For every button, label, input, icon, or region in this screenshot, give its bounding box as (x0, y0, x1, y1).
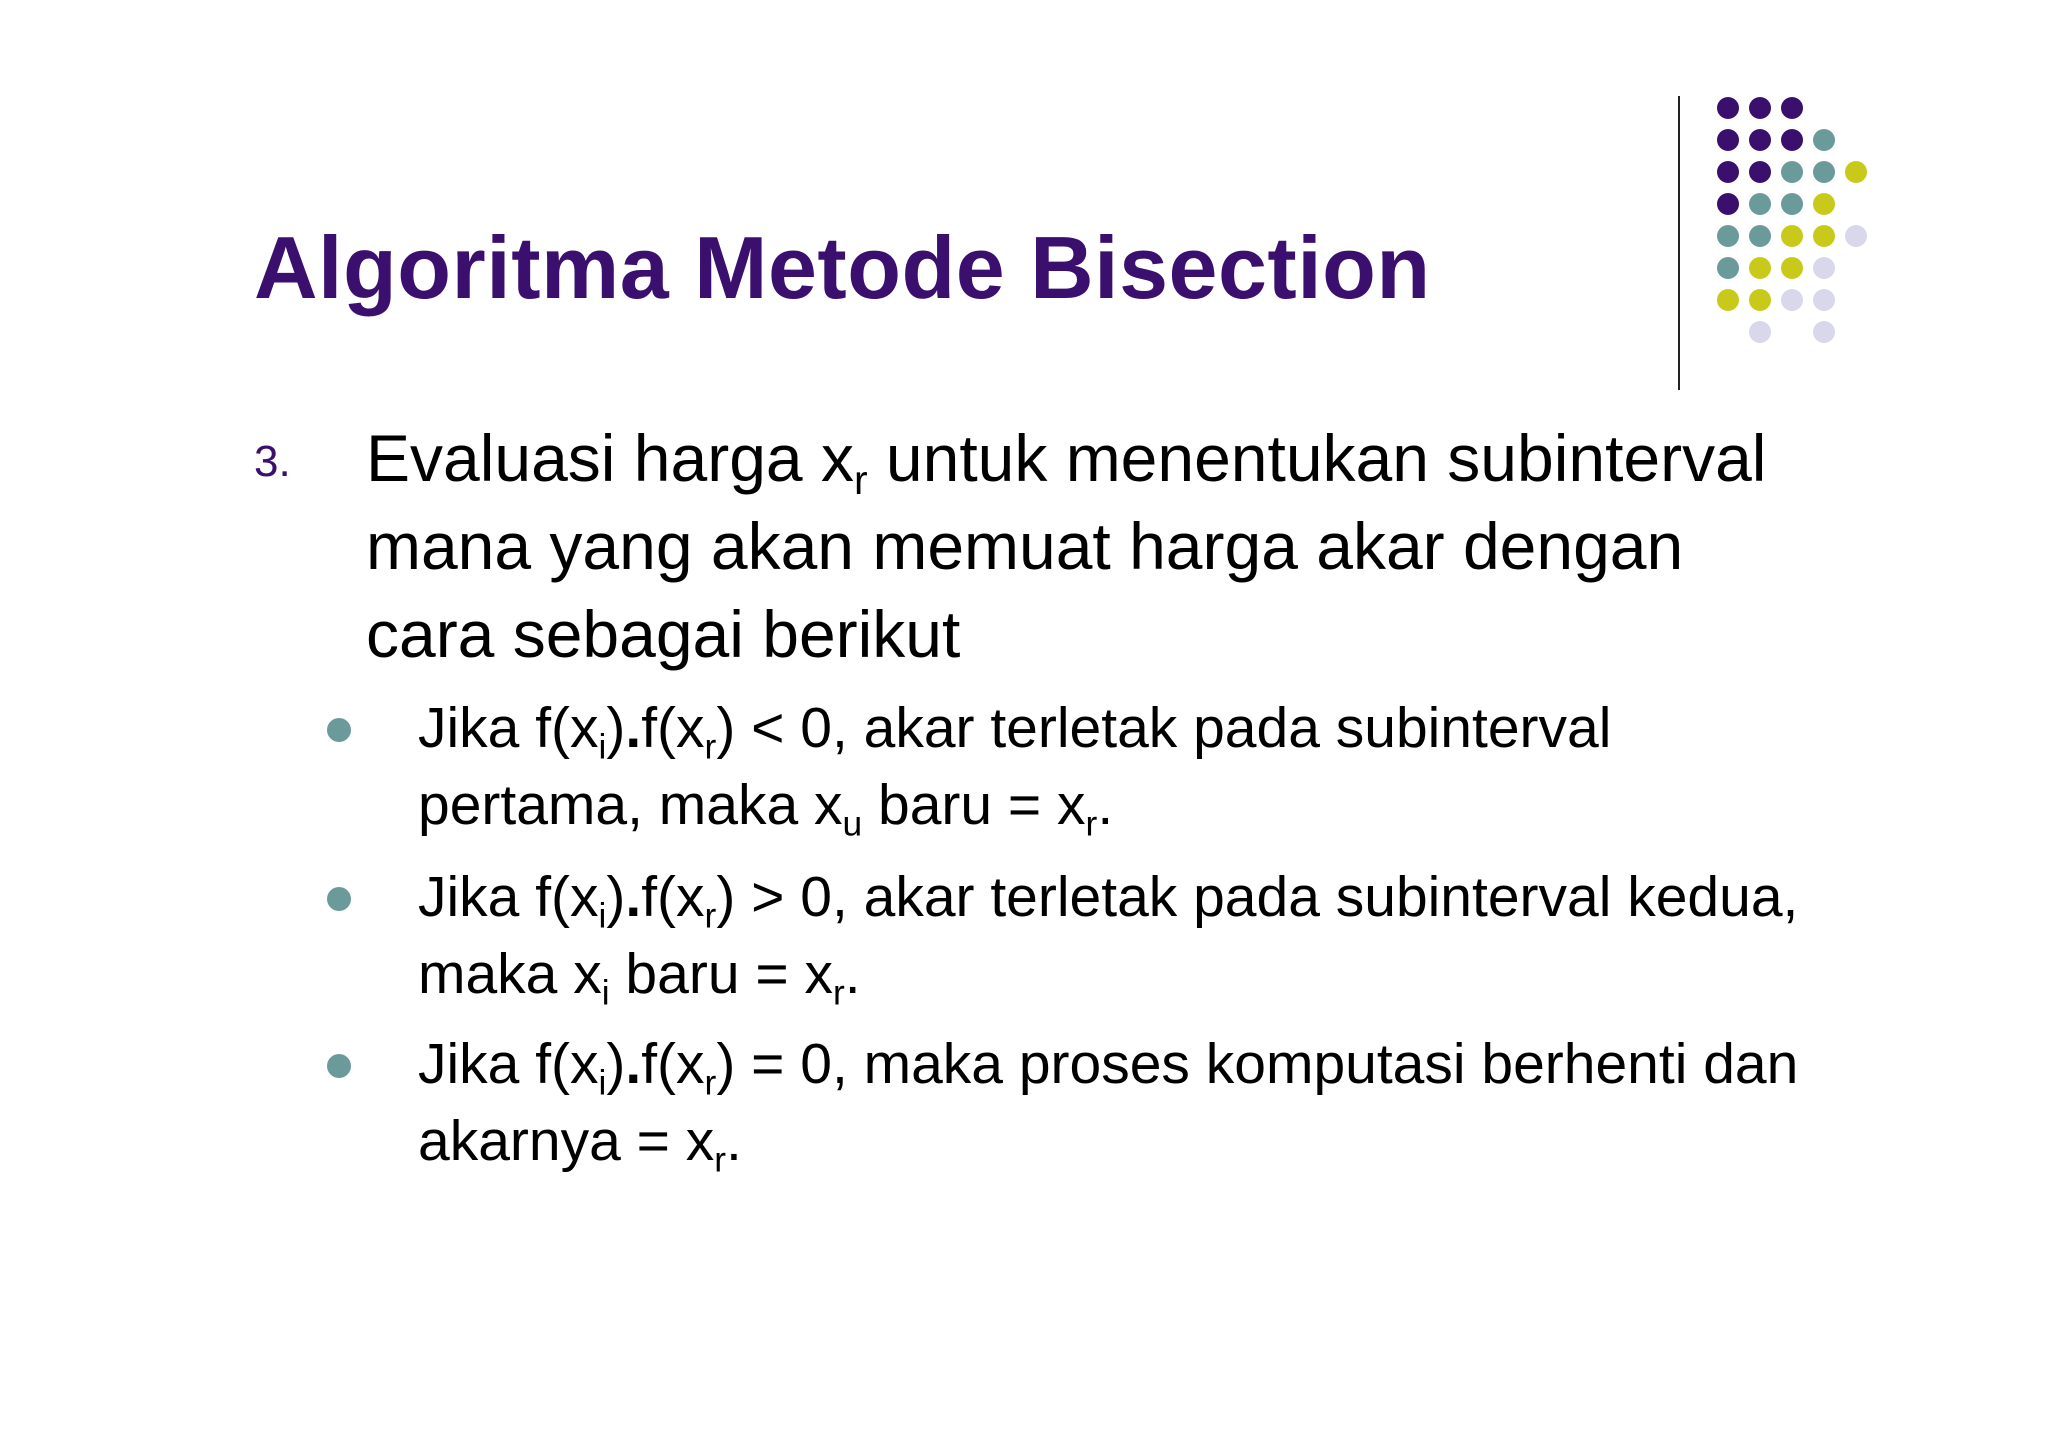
bullet-icon (327, 718, 351, 742)
deco-dot (1781, 193, 1803, 215)
bullet-text-part: f(x (641, 696, 705, 760)
deco-dot (1749, 321, 1771, 343)
subscript: r (704, 727, 717, 767)
deco-dot (1749, 97, 1771, 119)
subscript: i (598, 1063, 607, 1103)
deco-dot (1717, 161, 1739, 183)
bullet-text-part: ) > 0, akar terletak pada subinterval kedua, maka x (418, 865, 1799, 1006)
deco-dot (1813, 321, 1835, 343)
bold-dot: . (625, 1032, 642, 1096)
bullet-text-part: Jika f(x (418, 696, 599, 760)
bullet-text-part: . (844, 942, 861, 1006)
bullet-text-part: Jika f(x (418, 1032, 599, 1096)
deco-dot (1749, 193, 1771, 215)
bullet-text-part: f(x (641, 1032, 705, 1096)
bold-dot: . (625, 865, 642, 929)
deco-dot (1717, 225, 1739, 247)
bullet-text-part: ) < 0, akar terletak pada subinterval pertama, maka x (418, 696, 1612, 837)
deco-dot (1781, 225, 1803, 247)
bullet-text-part: ) = 0, maka proses komputasi berhenti dan akarnya = x (418, 1032, 1799, 1173)
bullet-text-part: baru = x (609, 942, 833, 1006)
subscript: i (598, 727, 607, 767)
bullet-item (418, 1026, 1818, 1180)
bullet-text-part: . (726, 1109, 742, 1173)
deco-dot (1717, 289, 1739, 311)
deco-dot (1717, 193, 1739, 215)
deco-dot (1717, 257, 1739, 279)
deco-dot (1717, 97, 1739, 119)
deco-dot (1717, 129, 1739, 151)
deco-dot (1813, 257, 1835, 279)
bullet-text-part: ) (606, 1032, 626, 1096)
deco-dot (1813, 225, 1835, 247)
deco-dot (1813, 193, 1835, 215)
subscript: i (601, 973, 610, 1013)
step-number: 3. (254, 437, 291, 486)
bullet-item (418, 859, 1818, 1013)
subscript: r (832, 973, 845, 1013)
bullet-text-part: ) (606, 865, 626, 929)
subscript: r (853, 457, 868, 504)
deco-dot (1749, 129, 1771, 151)
slide-title: Algoritma Metode Bisection (254, 218, 1431, 317)
bullet-icon (327, 1054, 351, 1078)
subscript: r (704, 896, 717, 936)
bullet-icon (327, 887, 351, 911)
deco-dot (1781, 161, 1803, 183)
deco-dot (1749, 161, 1771, 183)
subscript: r (704, 1063, 717, 1103)
deco-dot (1813, 289, 1835, 311)
deco-dot (1781, 129, 1803, 151)
bullet-text-part: baru = x (862, 773, 1086, 837)
title-divider (1678, 96, 1680, 390)
bullet-text-part: . (1097, 773, 1114, 837)
bullet-text-part: f(x (641, 865, 705, 929)
subscript: r (1085, 804, 1098, 844)
deco-dot (1813, 129, 1835, 151)
step-text-part: Evaluasi harga x (366, 421, 854, 495)
deco-dot (1749, 289, 1771, 311)
deco-dot (1781, 97, 1803, 119)
subscript: r (714, 1140, 727, 1180)
bold-dot: . (625, 696, 642, 760)
bullet-text-part: ) (606, 696, 626, 760)
step-text-part: untuk menentukan subinterval mana yang akan memuat harga akar dengan cara sebagai berikut (366, 421, 1767, 671)
subscript: u (842, 804, 863, 844)
bullet-text-part: Jika f(x (418, 865, 599, 929)
step-text (366, 414, 1806, 678)
deco-dot (1845, 225, 1867, 247)
bullet-item (418, 690, 1818, 844)
deco-dot (1781, 289, 1803, 311)
subscript: i (598, 896, 607, 936)
deco-dot (1749, 225, 1771, 247)
deco-dot (1749, 257, 1771, 279)
deco-dot (1781, 257, 1803, 279)
deco-dot (1813, 161, 1835, 183)
deco-dot (1845, 161, 1867, 183)
